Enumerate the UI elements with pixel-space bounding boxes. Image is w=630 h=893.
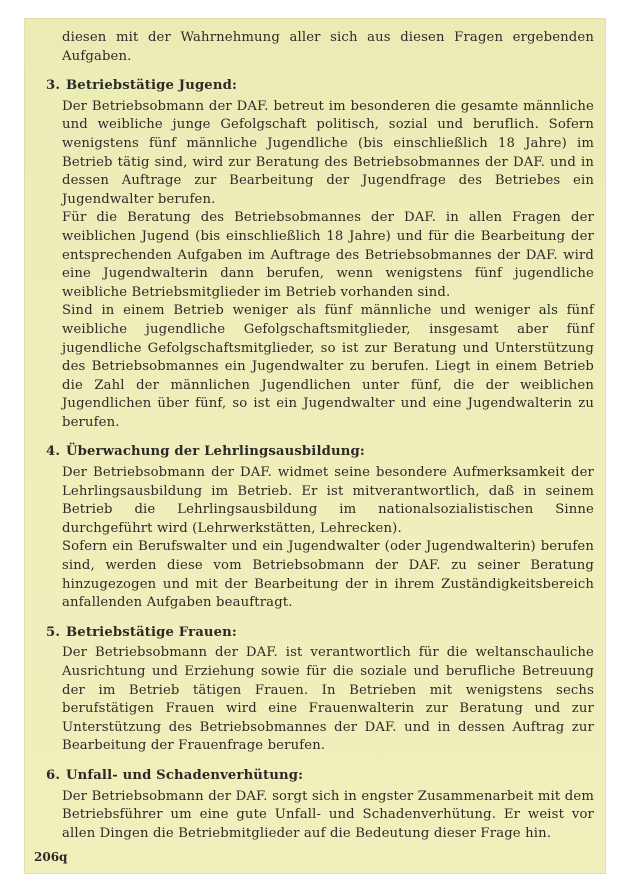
section-paragraph: Sind in einem Betrieb weniger als fünf männliche und weniger als fünf weibliche jugendliche Gefolgschaftsmitglieder, insgesamt aber fünf jugendliche Gefolgschaftsmitglieder, so ist zur Beratung und Unterstützung des Betriebsobmannes ein Jugendwalter zu berufen. Liegt in einem Betrieb die Zahl der männlichen Jugendlichen unter fünf, die der weiblichen Jugendlichen über fünf, so ist ein Jugendwalter und eine Jugendwalterin zu berufen. [62,303,594,430]
section-title: Betriebstätige Frauen: [66,624,237,640]
section-title: Unfall- und Schadenverhütung: [66,767,304,783]
section-paragraph: Der Betriebsobmann der DAF. widmet seine besondere Aufmerksamkeit der Lehrlingsausbildung im Betrieb. Er ist mitverantwortlich, daß in seinem Betrieb die Lehrlingsausbildung im nationalsozialistischen Sinne durchgeführt wird (Lehrwerkstätten, Lehrecken). [62,465,594,536]
section-6 [46,767,594,843]
section-heading [46,767,594,786]
section-4 [46,443,594,612]
intro-paragraph: diesen mit der Wahrnehmung aller sich aus diesen Fragen ergebenden Aufgaben. [62,30,594,64]
section-number: 5. [46,624,61,640]
document-page [24,18,606,874]
section-number: 3. [46,78,61,94]
section-3 [46,77,594,432]
section-title: Betriebstätige Jugend: [66,78,237,94]
section-5 [46,624,594,756]
section-paragraph: Der Betriebsobmann der DAF. ist verantwortlich für die weltanschauliche Ausrichtung und Erziehung sowie für die soziale und berufliche Betreuung der im Betrieb tätigen Frauen. In Betrieben mit wenigstens sechs berufstätigen Frauen wird eine Frauenwalterin zur Beratung und zur Unterstützung des Betriebsobmannes der DAF. und in dessen Auftrag zur Bearbeitung der Frauenfrage berufen. [62,645,594,754]
section-paragraph: Sofern ein Berufswalter und ein Jugendwalter (oder Jugendwalterin) berufen sind, werden diese vom Betriebsobmann der DAF. zu seiner Beratung hinzugezogen und mit der Bearbeitung der in ihrem Zuständigkeitsbereich anfallenden Aufgaben beauftragt. [62,539,594,611]
page-number: 206q [34,850,68,864]
section-heading [46,77,594,96]
section-number: 4. [46,444,61,460]
section-heading [46,443,594,462]
section-paragraph: Der Betriebsobmann der DAF. betreut im besonderen die gesamte männliche und weibliche junge Gefolgschaft politisch, sozial und beruflich. Sofern wenigstens fünf männliche Jugendliche (bis einschließlich 18 Jahre) im Betrieb tätig sind, wird zur Beratung des Betriebsobmannes der DAF. und in dessen Auftrage zur Bearbeitung der Jugendfrage des Betriebes ein Jugendwalter berufen. [62,98,594,207]
page-content [46,29,594,843]
section-paragraph: Der Betriebsobmann der DAF. sorgt sich in engster Zusammenarbeit mit dem Betriebsführer um eine gute Unfall- und Schadenverhütung. Er weist vor allen Dingen die Betriebmitglieder auf die Bedeutung dieser Frage hin. [62,788,594,841]
section-heading [46,624,594,643]
section-title: Überwachung der Lehrlingsausbildung: [66,444,365,460]
section-paragraph: Für die Beratung des Betriebsobmannes der DAF. in allen Fragen der weiblichen Jugend (bis einschließlich 18 Jahre) und für die Bearbeitung der entsprechenden Aufgaben im Auftrage des Betriebsobmannes der DAF. wird eine Jugendwalterin dann berufen, wenn wenigstens fünf jugendliche weibliche Betriebsmitglieder im Betrieb vorhanden sind. [62,210,594,300]
section-number: 6. [46,767,61,783]
